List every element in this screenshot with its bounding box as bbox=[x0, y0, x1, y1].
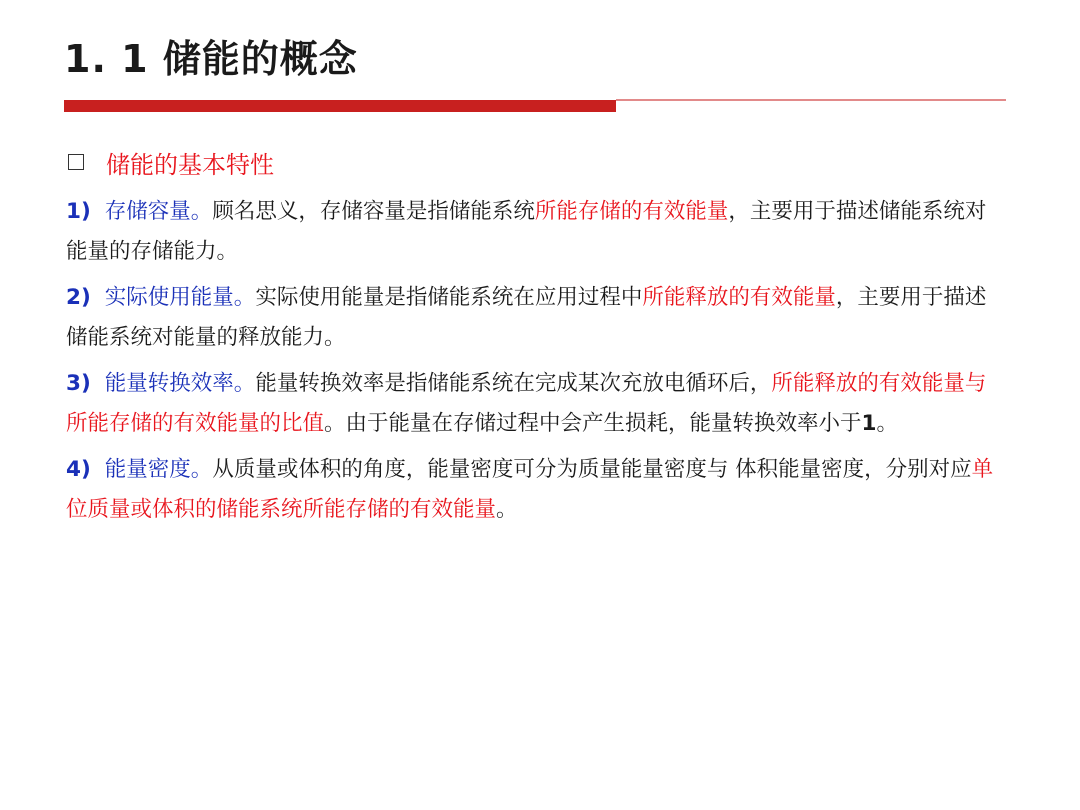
section-heading bbox=[66, 144, 1006, 180]
item-text: ，主要用于描述储能系统对能量的释放能力。 bbox=[66, 285, 987, 350]
item-term: 存储容量。 bbox=[104, 199, 213, 224]
list-item-1 bbox=[66, 192, 1006, 272]
square-bullet-icon bbox=[68, 154, 84, 170]
item-text: 。 bbox=[496, 497, 518, 522]
title-divider-thick bbox=[64, 100, 616, 112]
list-item-2 bbox=[66, 278, 1006, 358]
section-heading-text: 储能的基本特性 bbox=[106, 150, 274, 179]
item-text: 实际使用能量是指储能系统在应用过程中 bbox=[255, 285, 643, 310]
item-highlight: 所能释放的有效能量 bbox=[642, 285, 836, 310]
item-highlight: 所能释放的有效能量与所能存储的有效能量的比值 bbox=[66, 371, 987, 436]
item-number: 2) bbox=[66, 285, 91, 310]
item-term: 能量密度。 bbox=[104, 457, 213, 482]
list-item-4 bbox=[66, 450, 1006, 530]
item-number: 4) bbox=[66, 457, 91, 482]
item-highlight: 所能存储的有效能量 bbox=[534, 199, 729, 224]
item-highlight: 单位质量或体积的储能系统所能存储的有效能量 bbox=[66, 457, 994, 522]
item-term: 实际使用能量。 bbox=[104, 285, 256, 310]
slide-title: 1. 1 储能的概念 bbox=[64, 37, 358, 81]
title-divider-thin bbox=[616, 99, 1006, 101]
item-text: 。由于能量在存储过程中会产生损耗，能量转换效率小于 bbox=[324, 411, 862, 436]
item-text: 顾名思义，存储容量是指储能系统 bbox=[212, 199, 535, 224]
item-term: 能量转换效率。 bbox=[104, 371, 256, 396]
content-section bbox=[66, 144, 1006, 536]
item-number: 3) bbox=[66, 371, 91, 396]
list-item-3 bbox=[66, 364, 1006, 444]
item-bold-number: 1 bbox=[861, 411, 877, 436]
item-text: 能量转换效率是指储能系统在完成某次充放电循环后， bbox=[255, 371, 772, 396]
item-text: 从质量或体积的角度，能量密度可分为质量能量密度与 体积能量密度，分别对应 bbox=[212, 457, 972, 482]
item-number: 1) bbox=[66, 199, 91, 224]
item-text: 。 bbox=[876, 411, 899, 436]
item-text: ，主要用于描述储能系统对能量的存储能力。 bbox=[66, 199, 987, 264]
